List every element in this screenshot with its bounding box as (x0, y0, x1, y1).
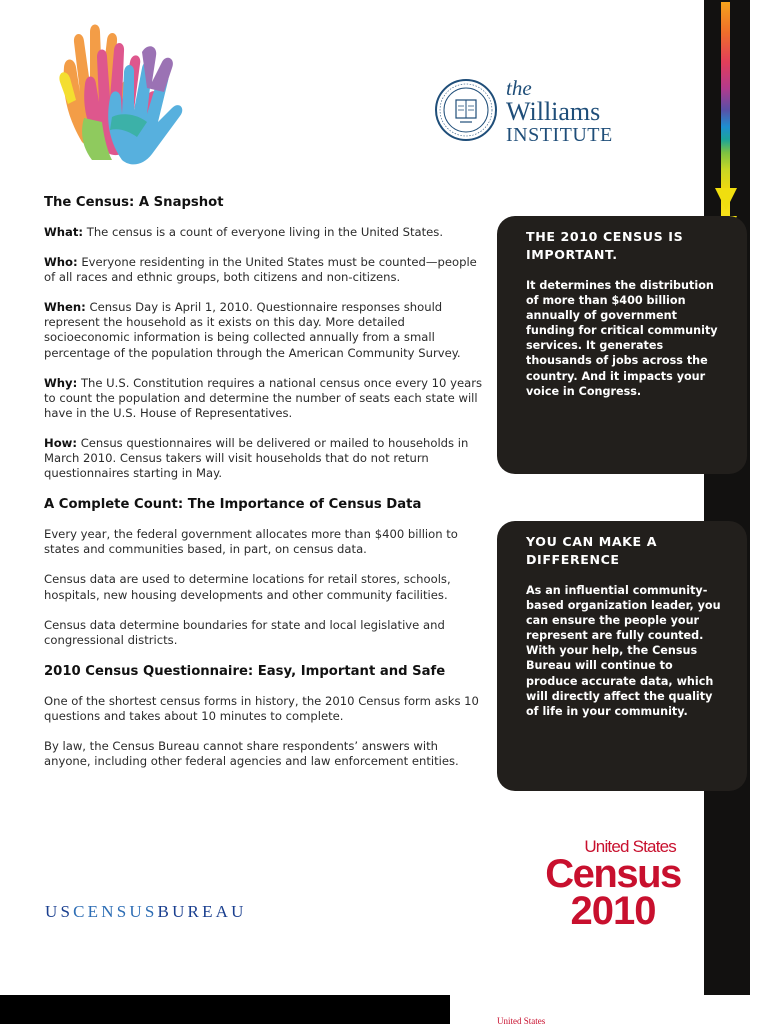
how-text: Census questionnaires will be delivered or mailed to households in March 2010. Census takers will visit households that do not return questionnaires starting in May. (44, 435, 469, 481)
complete-count-paragraph-1: Every year, the federal government allocates more than $400 billion to states and communities based, in part, on census data. (44, 527, 458, 557)
bureau-rest: BUREAU (157, 902, 247, 921)
census-logo-census: Census (545, 852, 681, 896)
hands-logo-icon (52, 22, 192, 167)
when-paragraph (44, 300, 484, 360)
what-paragraph (44, 225, 484, 240)
when-label: When: (44, 300, 86, 315)
questionnaire-paragraph-2: By law, the Census Bureau cannot share respondents’ answers with anyone, including other federal agencies and law enforcement entities. (44, 738, 459, 769)
how-label: How: (44, 435, 78, 450)
complete-count-paragraph-2: Census data are used to determine locations for retail stores, schools, hospitals, new housing developments and other community facilities. (44, 572, 451, 602)
faded-footer-text: United States (497, 1016, 546, 1024)
bureau-us: US (45, 902, 74, 921)
why-label: Why: (44, 375, 78, 390)
university-seal-icon (434, 78, 498, 142)
census-bureau-wordmark (45, 902, 247, 922)
bottom-band (0, 995, 450, 1024)
snapshot-heading: The Census: A Snapshot (44, 195, 224, 210)
why-text: The U.S. Constitution requires a national census once every 10 years to count the population and determine the number of seats each state will have in the U.S. House of Representatives. (44, 375, 483, 420)
who-text: Everyone residenting in the United States must be counted—people of all races and ethnic groups, both citizens and non-citizens. (44, 255, 477, 285)
complete-count-heading: A Complete Count: The Importance of Census Data (44, 497, 422, 513)
census-2010-logo (538, 837, 688, 933)
who-label: Who: (44, 255, 78, 270)
how-paragraph (44, 436, 484, 481)
census-important-box (497, 216, 747, 474)
make-difference-box (497, 521, 747, 791)
complete-count-paragraph-3: Census data determine boundaries for state and local legislative and congressional districts. (44, 617, 445, 647)
what-label: What: (44, 225, 84, 239)
census-logo-us: United States (584, 837, 676, 856)
questionnaire-paragraph-1: One of the shortest census forms in history, the 2010 Census form asks 10 questions and takes about 10 minutes to complete. (44, 693, 479, 723)
why-paragraph (44, 376, 484, 421)
what-text: The census is a count of everyone living in the United States. (86, 225, 444, 239)
bureau-census: CENSUS (73, 902, 158, 921)
main-content (44, 194, 484, 784)
arrow-down-icon (715, 188, 737, 210)
williams-name: Williams (506, 97, 601, 126)
spectrum-strip (721, 2, 730, 217)
williams-the: the (506, 76, 532, 100)
williams-institute-logo (506, 78, 613, 145)
questionnaire-heading: 2010 Census Questionnaire: Easy, Important and Safe (44, 663, 446, 679)
make-difference-title: YOU CAN MAKE A DIFFERENCE (526, 534, 658, 567)
make-difference-text: As an influential community-based organization leader, you can ensure the people your represent are fully counted. With your help, the Census Bureau will continue to produce accurate data, which will directly affect the quality of life in your community. (526, 584, 721, 718)
williams-institute: INSTITUTE (506, 124, 613, 146)
census-logo-year: 2010 (570, 889, 656, 933)
census-important-title: THE 2010 CENSUS IS IMPORTANT. (526, 229, 684, 262)
census-important-text: It determines the distribution of more than $400 billion annually of government funding for critical community services. It generates thousands of jobs across the country. And it impacts your voice in Congress. (526, 279, 718, 398)
who-paragraph (44, 255, 484, 285)
when-text: Census Day is April 1, 2010. Questionnaire responses should represent the household as it exists on this day. More detailed socioeconomic information is being collected annually from a small percentage of the population through the American Community Survey. (44, 300, 461, 360)
